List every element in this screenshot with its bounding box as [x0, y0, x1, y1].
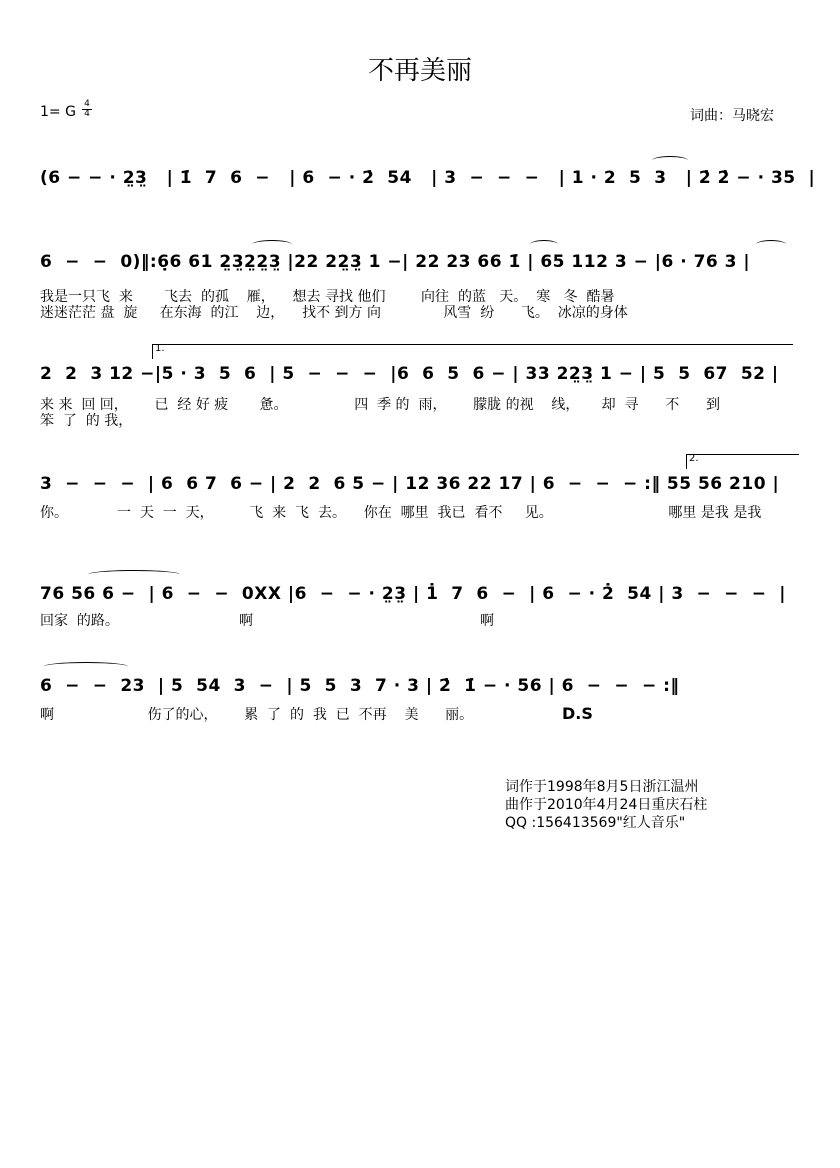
volta-1: 1. [152, 344, 793, 359]
time-signature [82, 100, 92, 119]
footer-lyrics-date: 词作于1998年8月5日浙江温州 [505, 779, 699, 795]
staff-line-3 [40, 343, 800, 396]
staff-line-2 [40, 244, 800, 284]
notation-line-2: 6 − − 0)‖:6̣6 61 2̤3̤2̤2̤3̤ |22 22̤3̤ 1 −| 22 23 66 1̇ | 65 112 3 − |6 · 76 3 | [40, 252, 751, 272]
ds-mark: D.S [562, 704, 593, 723]
lyrics-line-5a: 回家 的路。 啊 啊 [40, 613, 495, 629]
notation-line-1: (6 − − · 2̤3̤ | 1̇ 7 6 − | 6 − · 2̇ 54 | 3 − − − | 1 · 2 5 3 | 2̇ 2̇ − · 35 | [40, 168, 816, 188]
notation-line-6: 6 − − 23 | 5 54 3 − | 5 5 3 7 · 3 | 2̇ 1̇ − · 56 | 6 − − − :‖ [40, 676, 680, 696]
time-sig-top: 4 [84, 99, 90, 109]
lyrics-line-2a: 我是一只飞 来 飞去 的孤 雁， 想去 寻找 他们 向往 的蓝 天。 寒 冬 酷暑 [40, 289, 615, 305]
key-signature: 1= G [40, 104, 76, 120]
lyrics-line-3a: 来 来 回 回， 已 经 好 疲 惫。 四 季 的 雨， 朦胧 的视 线， 却 寻 不 到 [40, 397, 720, 413]
footer-music-date: 曲作于2010年4月24日重庆石柱 [505, 797, 708, 813]
lyrics-line-6a: 啊 伤了的心， 累 了 的 我 已 不再 美 丽。 [40, 707, 474, 723]
staff-line-4 [40, 453, 800, 506]
lyrics-line-3b: 笨 了 的 我， [40, 413, 133, 429]
staff-line-6 [40, 668, 800, 708]
composer-credit: 词曲：马晓宏 [690, 108, 774, 124]
volta-2: 2. [686, 454, 799, 469]
footer-contact: QQ :156413569"红人音乐" [505, 815, 686, 831]
notation-line-5: 76 56 6 − | 6 − − 0XX |6 − − · 2̤3̤ | 1̇ 7 6 − | 6 − · 2̇ 54 | 3 − − − | [40, 584, 786, 604]
notation-line-3: 2 2 3 12 −|5 · 3 5 6 | 5 − − − |6 6 5 6 − | 33 22̤3̤ 1 − | 5 5 67 52 | [40, 364, 779, 384]
notation-line-4: 3 − − − | 6 6 7 6 − | 2 2 6 5 − | 12 36 22 17 | 6 − − − :‖ 55 56 210 | [40, 474, 780, 494]
lyrics-line-4a: 你。 一 天 一 天， 飞 来 飞 去。 你在 哪里 我已 看不 见。 哪里 是我 是我 [40, 505, 762, 521]
song-title: 不再美丽 [367, 56, 472, 86]
staff-line-1 [40, 160, 816, 200]
time-sig-bottom: 4 [84, 109, 90, 119]
lyrics-line-2b: 迷迷茫茫 盘 旋 在东海 的江 边， 找不 到方 向 风雪 纷 飞。 冰凉的身体 [40, 305, 628, 321]
